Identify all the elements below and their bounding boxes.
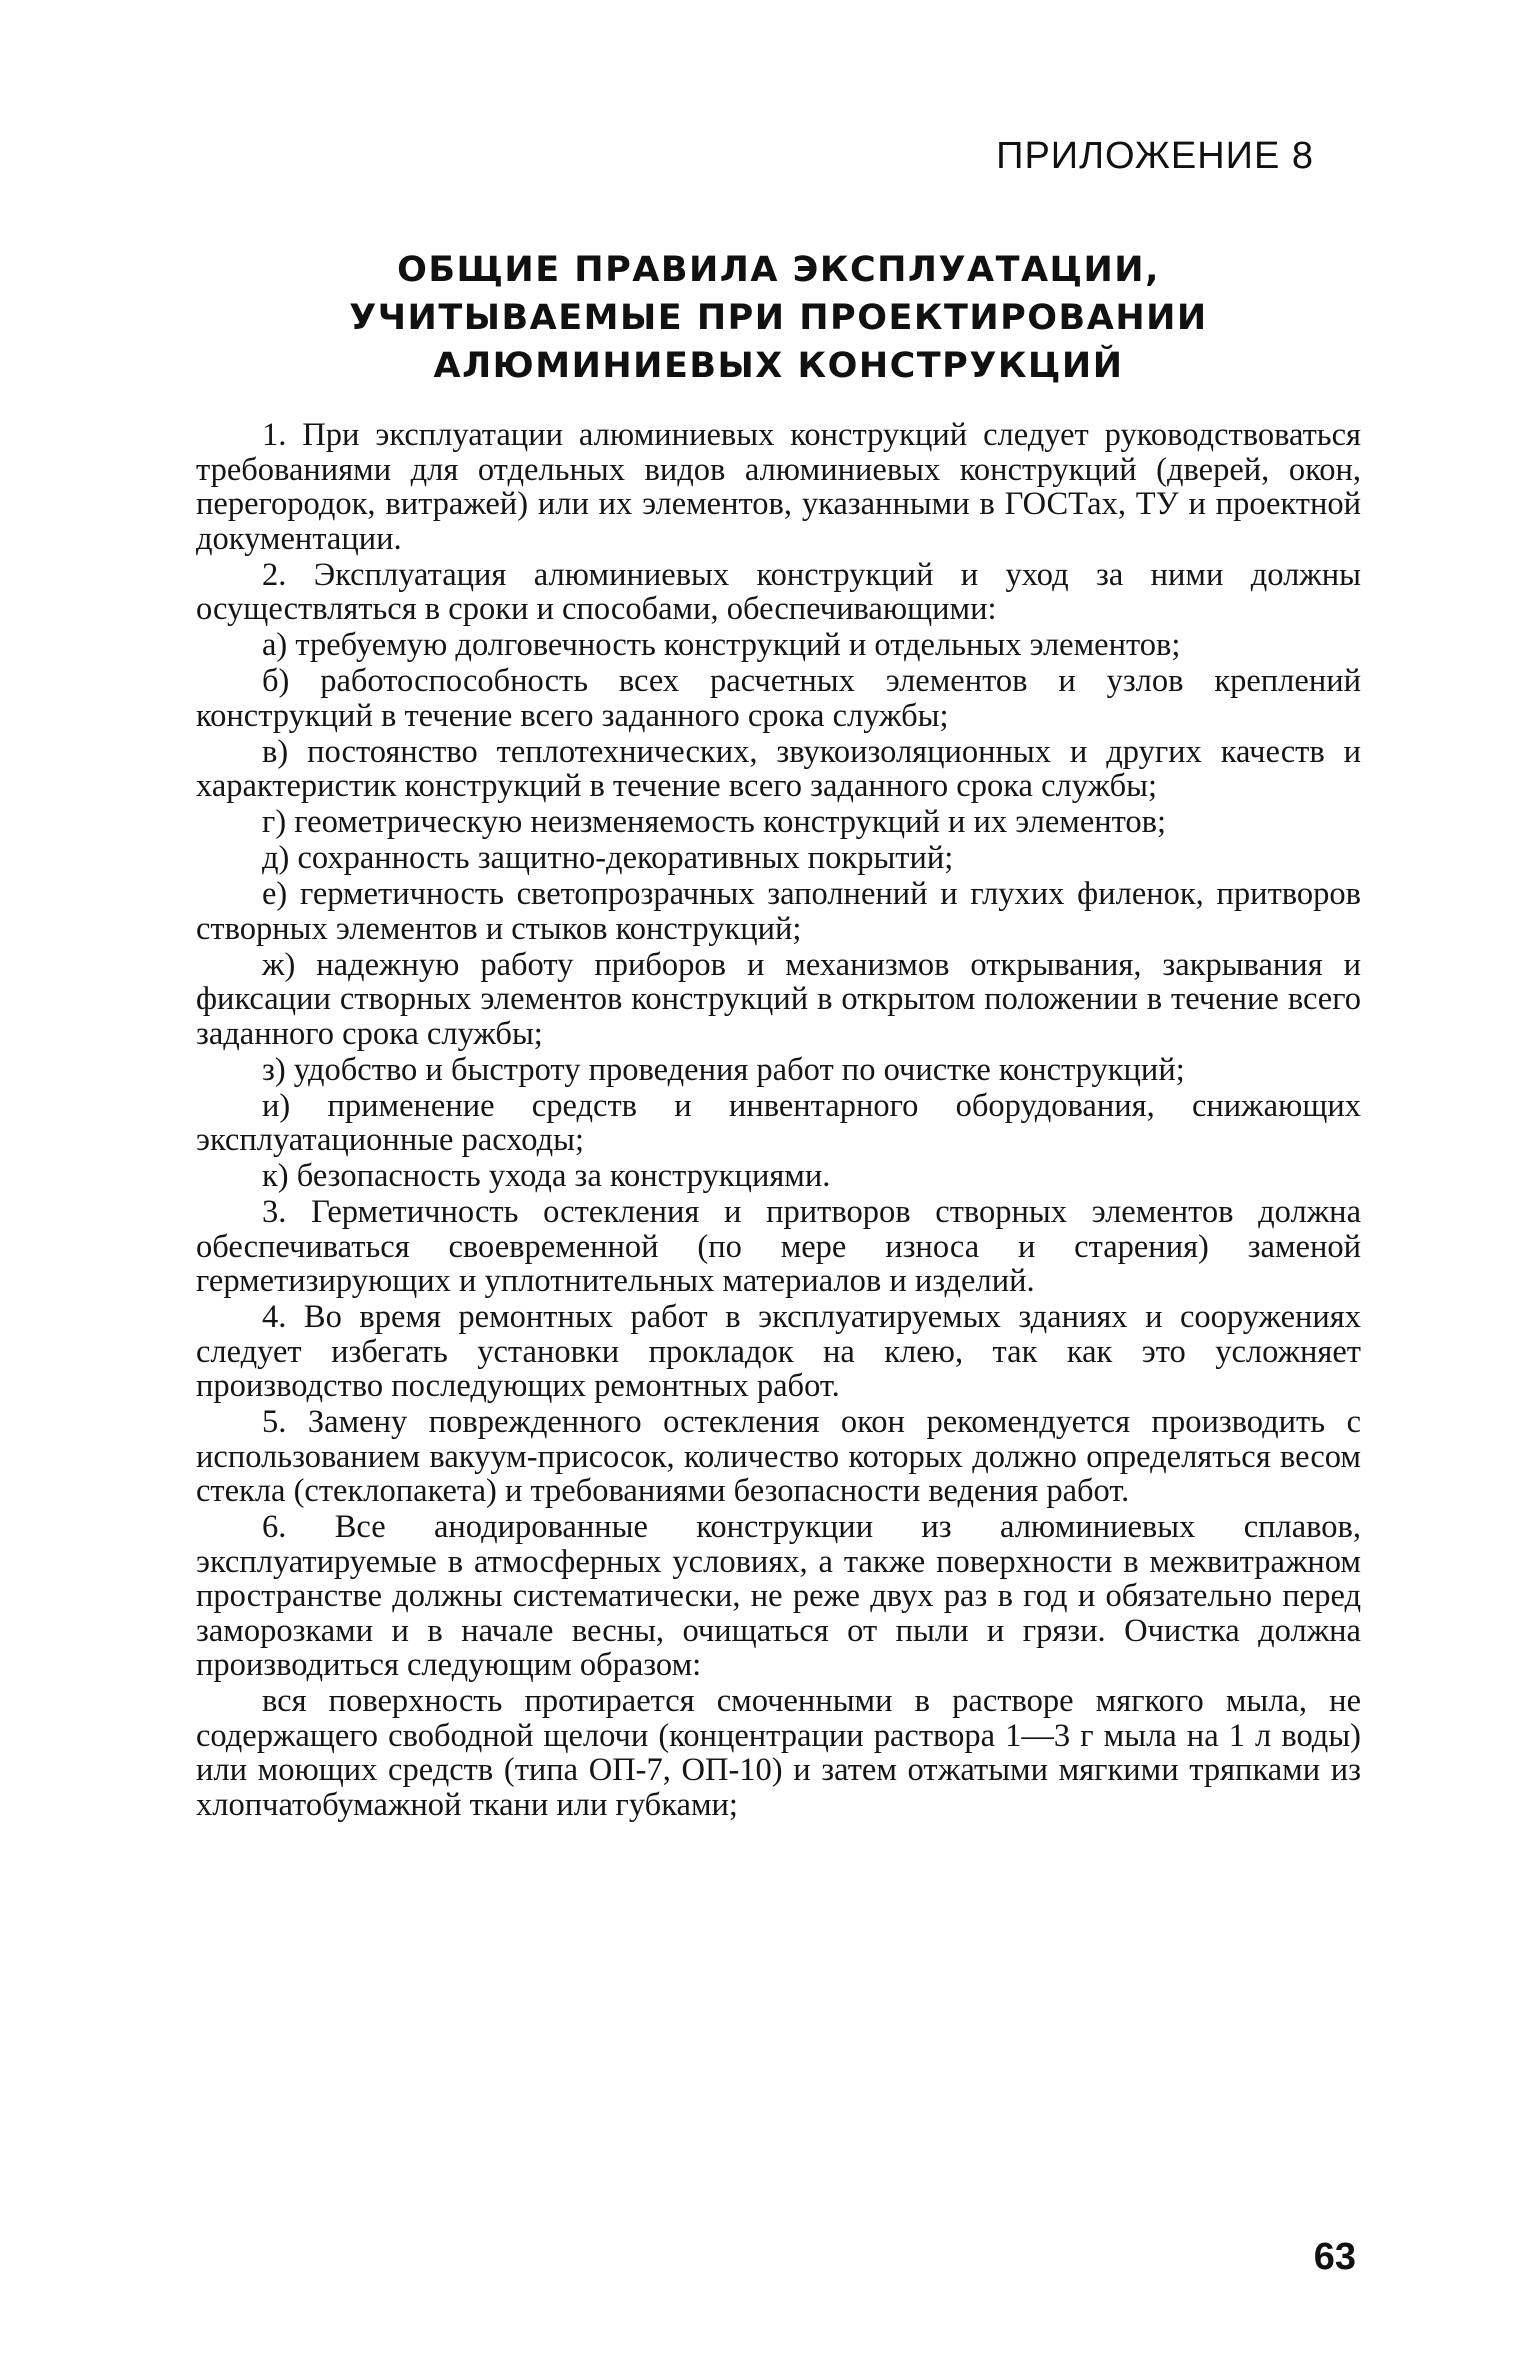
list-item-z: з) удобство и быстроту проведения работ по очистке конструкций;: [262, 1051, 1185, 1088]
title-line: АЛЮМИНИЕВЫХ КОНСТРУКЦИЙ: [433, 346, 1124, 386]
list-item-zh: ж) надежную работу приборов и механизмов открывания, закрывания и фиксации створных элементов конструкций в открытом положении в течение всего заданного срока службы;: [196, 946, 1361, 1052]
page-number: 63: [1313, 2236, 1356, 2278]
appendix-label: ПРИЛОЖЕНИЕ 8: [996, 135, 1314, 177]
title-line: УЧИТЫВАЕМЫЕ ПРИ ПРОЕКТИРОВАНИИ: [349, 298, 1208, 338]
list-item-e: е) герметичность светопрозрачных заполнений и глухих филенок, притворов створных элементов и стыков конструкций;: [196, 876, 1361, 947]
paragraph-4: 4. Во время ремонтных работ в эксплуатируемых зданиях и сооружениях следует избегать установки прокладок на клею, так как это усложняет производство последующих ремонтных работ.: [196, 1299, 1361, 1404]
paragraph-5: 5. Замену поврежденного остекления окон рекомендуется производить с использованием вакуум-присосок, количество которых должно определяться весом стекла (стеклопакета) и требованиями безопасности ведения работ.: [196, 1404, 1361, 1509]
paragraph-2: 2. Эксплуатация алюминиевых конструкций и уход за ними должны осуществляться в сроки и способами, обеспечивающими:: [196, 556, 1361, 627]
list-item-i: и) применение средств и инвентарного оборудования, снижающих эксплуатационные расходы;: [196, 1087, 1361, 1158]
paragraph-1: 1. При эксплуатации алюминиевых конструкций следует руководствоваться требованиями для отдельных видов алюминиевых конструкций (дверей, окон, перегородок, витражей) или их элементов, указанными в ГОСТах, ТУ и проектной документации.: [196, 417, 1361, 557]
list-item-g: г) геометрическую неизменяемость конструкций и их элементов;: [262, 804, 1167, 840]
paragraph-6: 6. Все анодированные конструкции из алюминиевых сплавов, эксплуатируемые в атмосферных условиях, а также поверхности в межвитражном пространстве должны систематически, не реже двух раз в год и обязательно перед заморозками и в начале весны, очищаться от пыли и грязи. Очистка должна производиться следующим образом:: [196, 1509, 1361, 1683]
list-item-v: в) постоянство теплотехнических, звукоизоляционных и других качеств и характеристик конструкций в течение всего заданного срока службы;: [196, 733, 1361, 804]
paragraph-6-continuation: вся поверхность протирается смоченными в растворе мягкого мыла, не содержащего свободной щелочи (концентрации раствора 1—3 г мыла на 1 л воды) или моющих средств (типа ОП-7, ОП-10) и затем отжатыми мягкими тряпками из хлопчатобумажной ткани или губками;: [196, 1683, 1361, 1823]
paragraph-3: 3. Герметичность остекления и притворов створных элементов должна обеспечиваться своевременной (по мере износа и старения) заменой герметизирующих и уплотнительных материалов и изделий.: [196, 1194, 1361, 1299]
list-item-b: б) работоспособность всех расчетных элементов и узлов креплений конструкций в течение всего заданного срока службы;: [196, 663, 1361, 734]
body-text: [196, 418, 1361, 1822]
section-title: [196, 246, 1361, 390]
list-item-d: д) сохранность защитно-декоративных покрытий;: [262, 840, 954, 876]
title-line: ОБЩИЕ ПРАВИЛА ЭКСПЛУАТАЦИИ,: [397, 250, 1160, 290]
list-item-k: к) безопасность ухода за конструкциями.: [262, 1158, 831, 1194]
list-item-a: а) требуемую долговечность конструкций и отдельных элементов;: [262, 627, 1181, 663]
